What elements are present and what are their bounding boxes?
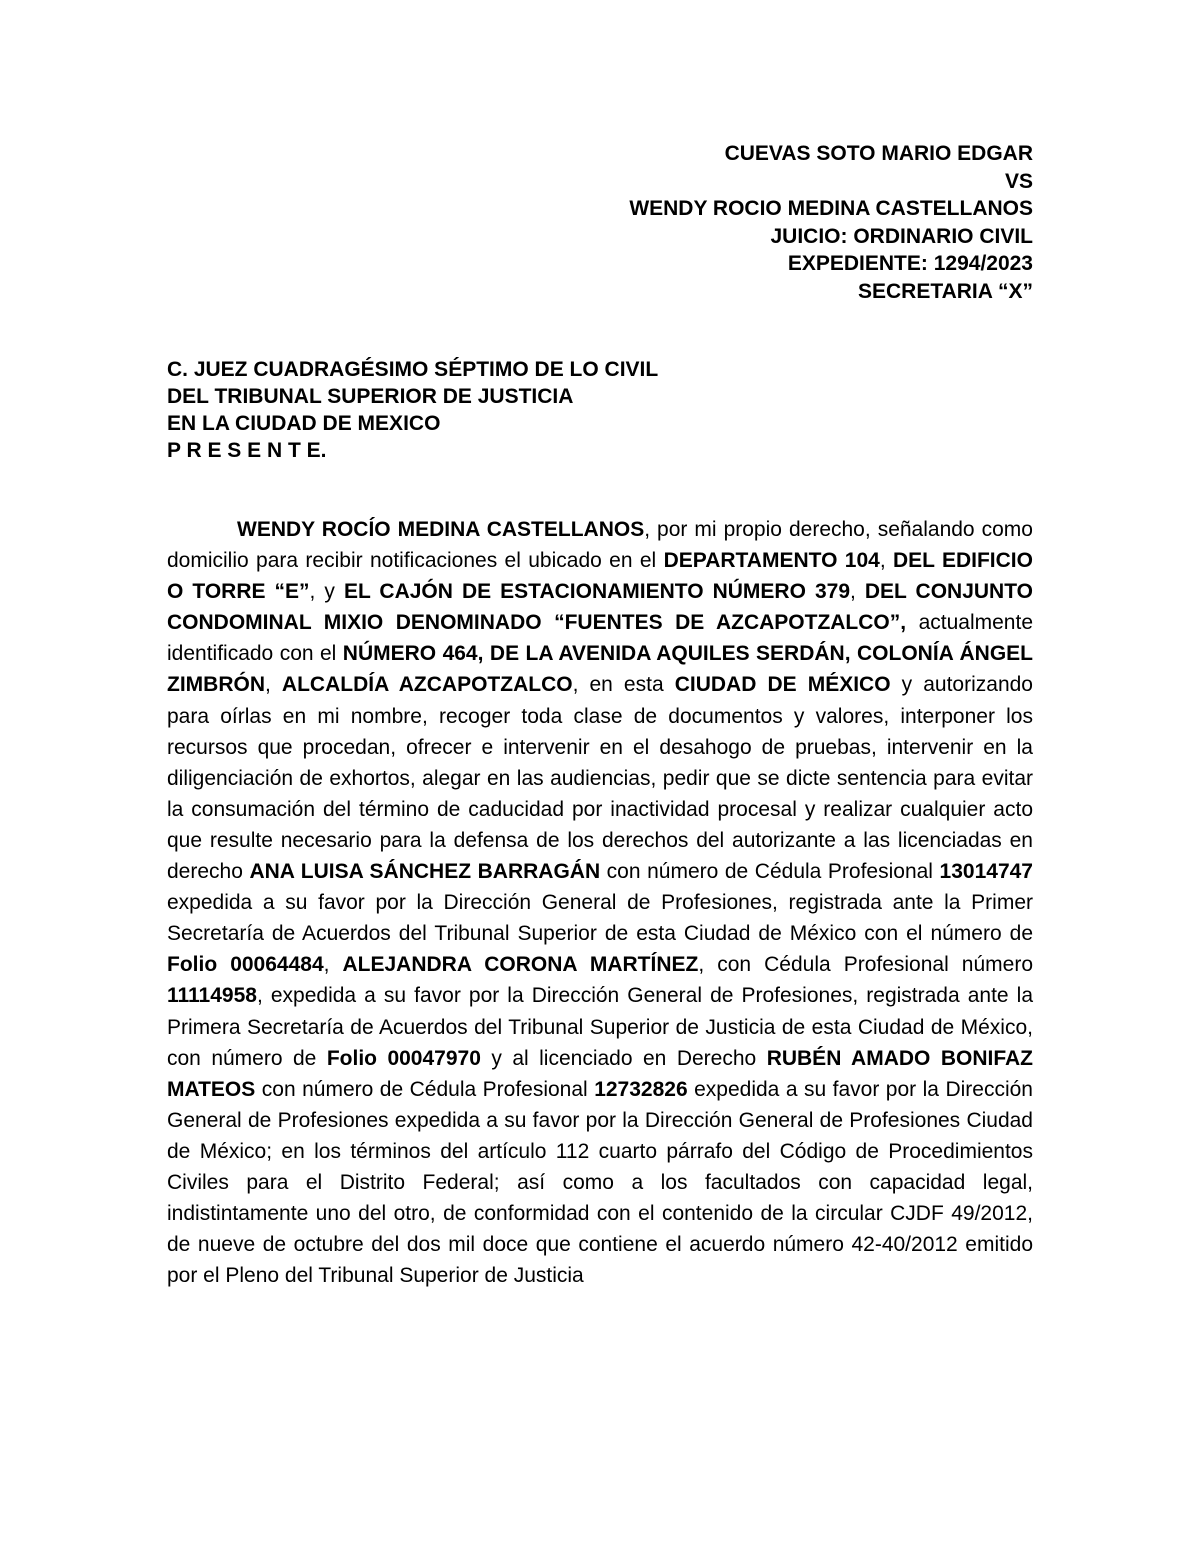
body-segment: DEL EDIFICIO O TORRE “E” [167,549,1033,604]
body-segment: , por mi propio derecho, señalando como domicilio para recibir notificaciones el ubicado en el [167,518,1033,573]
body-segment: , [850,580,865,604]
addressee [167,356,1033,464]
body-segment: RUBÉN AMADO BONIFAZ MATEOS [167,1046,1034,1101]
body-segment: con número de Cédula Profesional [255,1077,595,1101]
addressee-court: DEL TRIBUNAL SUPERIOR DE JUSTICIA [167,385,574,408]
body-segment: 12732826 [594,1077,688,1101]
body-segment: actualmente identificado con el [167,611,1034,666]
body-segment: DEPARTAMENTO 104 [663,549,880,573]
header-versus: VS [1004,169,1033,193]
header-secretary: SECRETARIA “X” [857,279,1033,303]
header-file-number: EXPEDIENTE: 1294/2023 [787,252,1033,275]
body-segment: Folio 00047970 [326,1046,481,1070]
body-segment: 11114958 [167,984,257,1008]
addressee-city: EN LA CIUDAD DE MEXICO [167,412,441,435]
body-segment: CIUDAD DE MÉXICO [674,673,891,697]
body-segment: 13014747 [939,860,1033,884]
body-segment: EL CAJÓN DE ESTACIONAMIENTO NÚMERO 379 [343,580,850,604]
body-segment: con número de Cédula Profesional [600,860,940,884]
body-segment: expedida a su favor por la Dirección General de Profesiones expedida a su favor por la Dirección General de Profesiones Ciudad de México; en los términos del artículo 112 cuarto párrafo del Código de Procedimientos Civiles para el Distrito Federal; así como a los facultados con capacidad legal, indistintamente uno del otro, de conformidad con el contenido de la circular CJDF 49/2012, de nueve de octubre del dos mil doce que contiene el acuerdo número 42-40/2012 emitido por el Pleno del Tribunal Superior de Justicia [167,1077,1033,1288]
case-header [433,140,1033,305]
header-defendant: WENDY ROCIO MEDINA CASTELLANOS [629,197,1033,220]
body-segment: , en esta [572,673,675,697]
body-segment: , [323,953,343,977]
body-segment: y autorizando para oírlas en mi nombre, recoger toda clase de documentos y valores, interponer los recursos que procedan, ofrecer e intervenir en el desahogo de pruebas, intervenir en la diligenciación de exhortos, alegar en las audiencias, pedir que se dicte sentencia para evitar la consumación del término de caducidad por inactividad procesal y realizar cualquier acto que resulte necesario para la defensa de los derechos del autorizante a las licenciadas en derecho [167,673,1033,884]
body-segment: , [879,549,893,573]
body-segment: , y [309,580,344,604]
body-paragraph [167,514,1033,1291]
addressee-present: P R E S E N T E. [167,439,327,462]
body-segment: ALCALDÍA AZCAPOTZALCO [281,673,573,697]
body-segment: ANA LUISA SÁNCHEZ BARRAGÁN [249,860,601,884]
body-segment: expedida a su favor por la Dirección General de Profesiones, registrada ante la Primer Secretaría de Acuerdos del Tribunal Superior de esta Ciudad de México con el número de [167,891,1033,946]
body-segment: ALEJANDRA CORONA MARTÍNEZ [342,953,699,977]
header-trial-type: JUICIO: ORDINARIO CIVIL [770,224,1033,248]
header-plaintiff: CUEVAS SOTO MARIO EDGAR [724,142,1033,165]
body-segment: y al licenciado en Derecho [480,1046,767,1070]
body-segment: NÚMERO 464, DE LA AVENIDA AQUILES SERDÁN, COLONÍA ÁNGEL ZIMBRÓN [167,642,1033,697]
body-segment: , expedida a su favor por la Dirección General de Profesiones, registrada ante la Primera Secretaría de Acuerdos del Tribunal Superior de Justicia de esta Ciudad de México, con número de [167,984,1033,1070]
body-segment: DEL CONJUNTO CONDOMINAL MIXIO DENOMINADO “FUENTES DE AZCAPOTZALCO”, [167,580,1033,635]
body-segment: , con Cédula Profesional número [698,953,1033,977]
addressee-judge: C. JUEZ CUADRAGÉSIMO SÉPTIMO DE LO CIVIL [167,358,659,381]
body-segment: Folio 00064484 [167,953,324,977]
body-segment: WENDY ROCÍO MEDINA CASTELLANOS [237,518,645,541]
body-segment: , [265,673,282,697]
